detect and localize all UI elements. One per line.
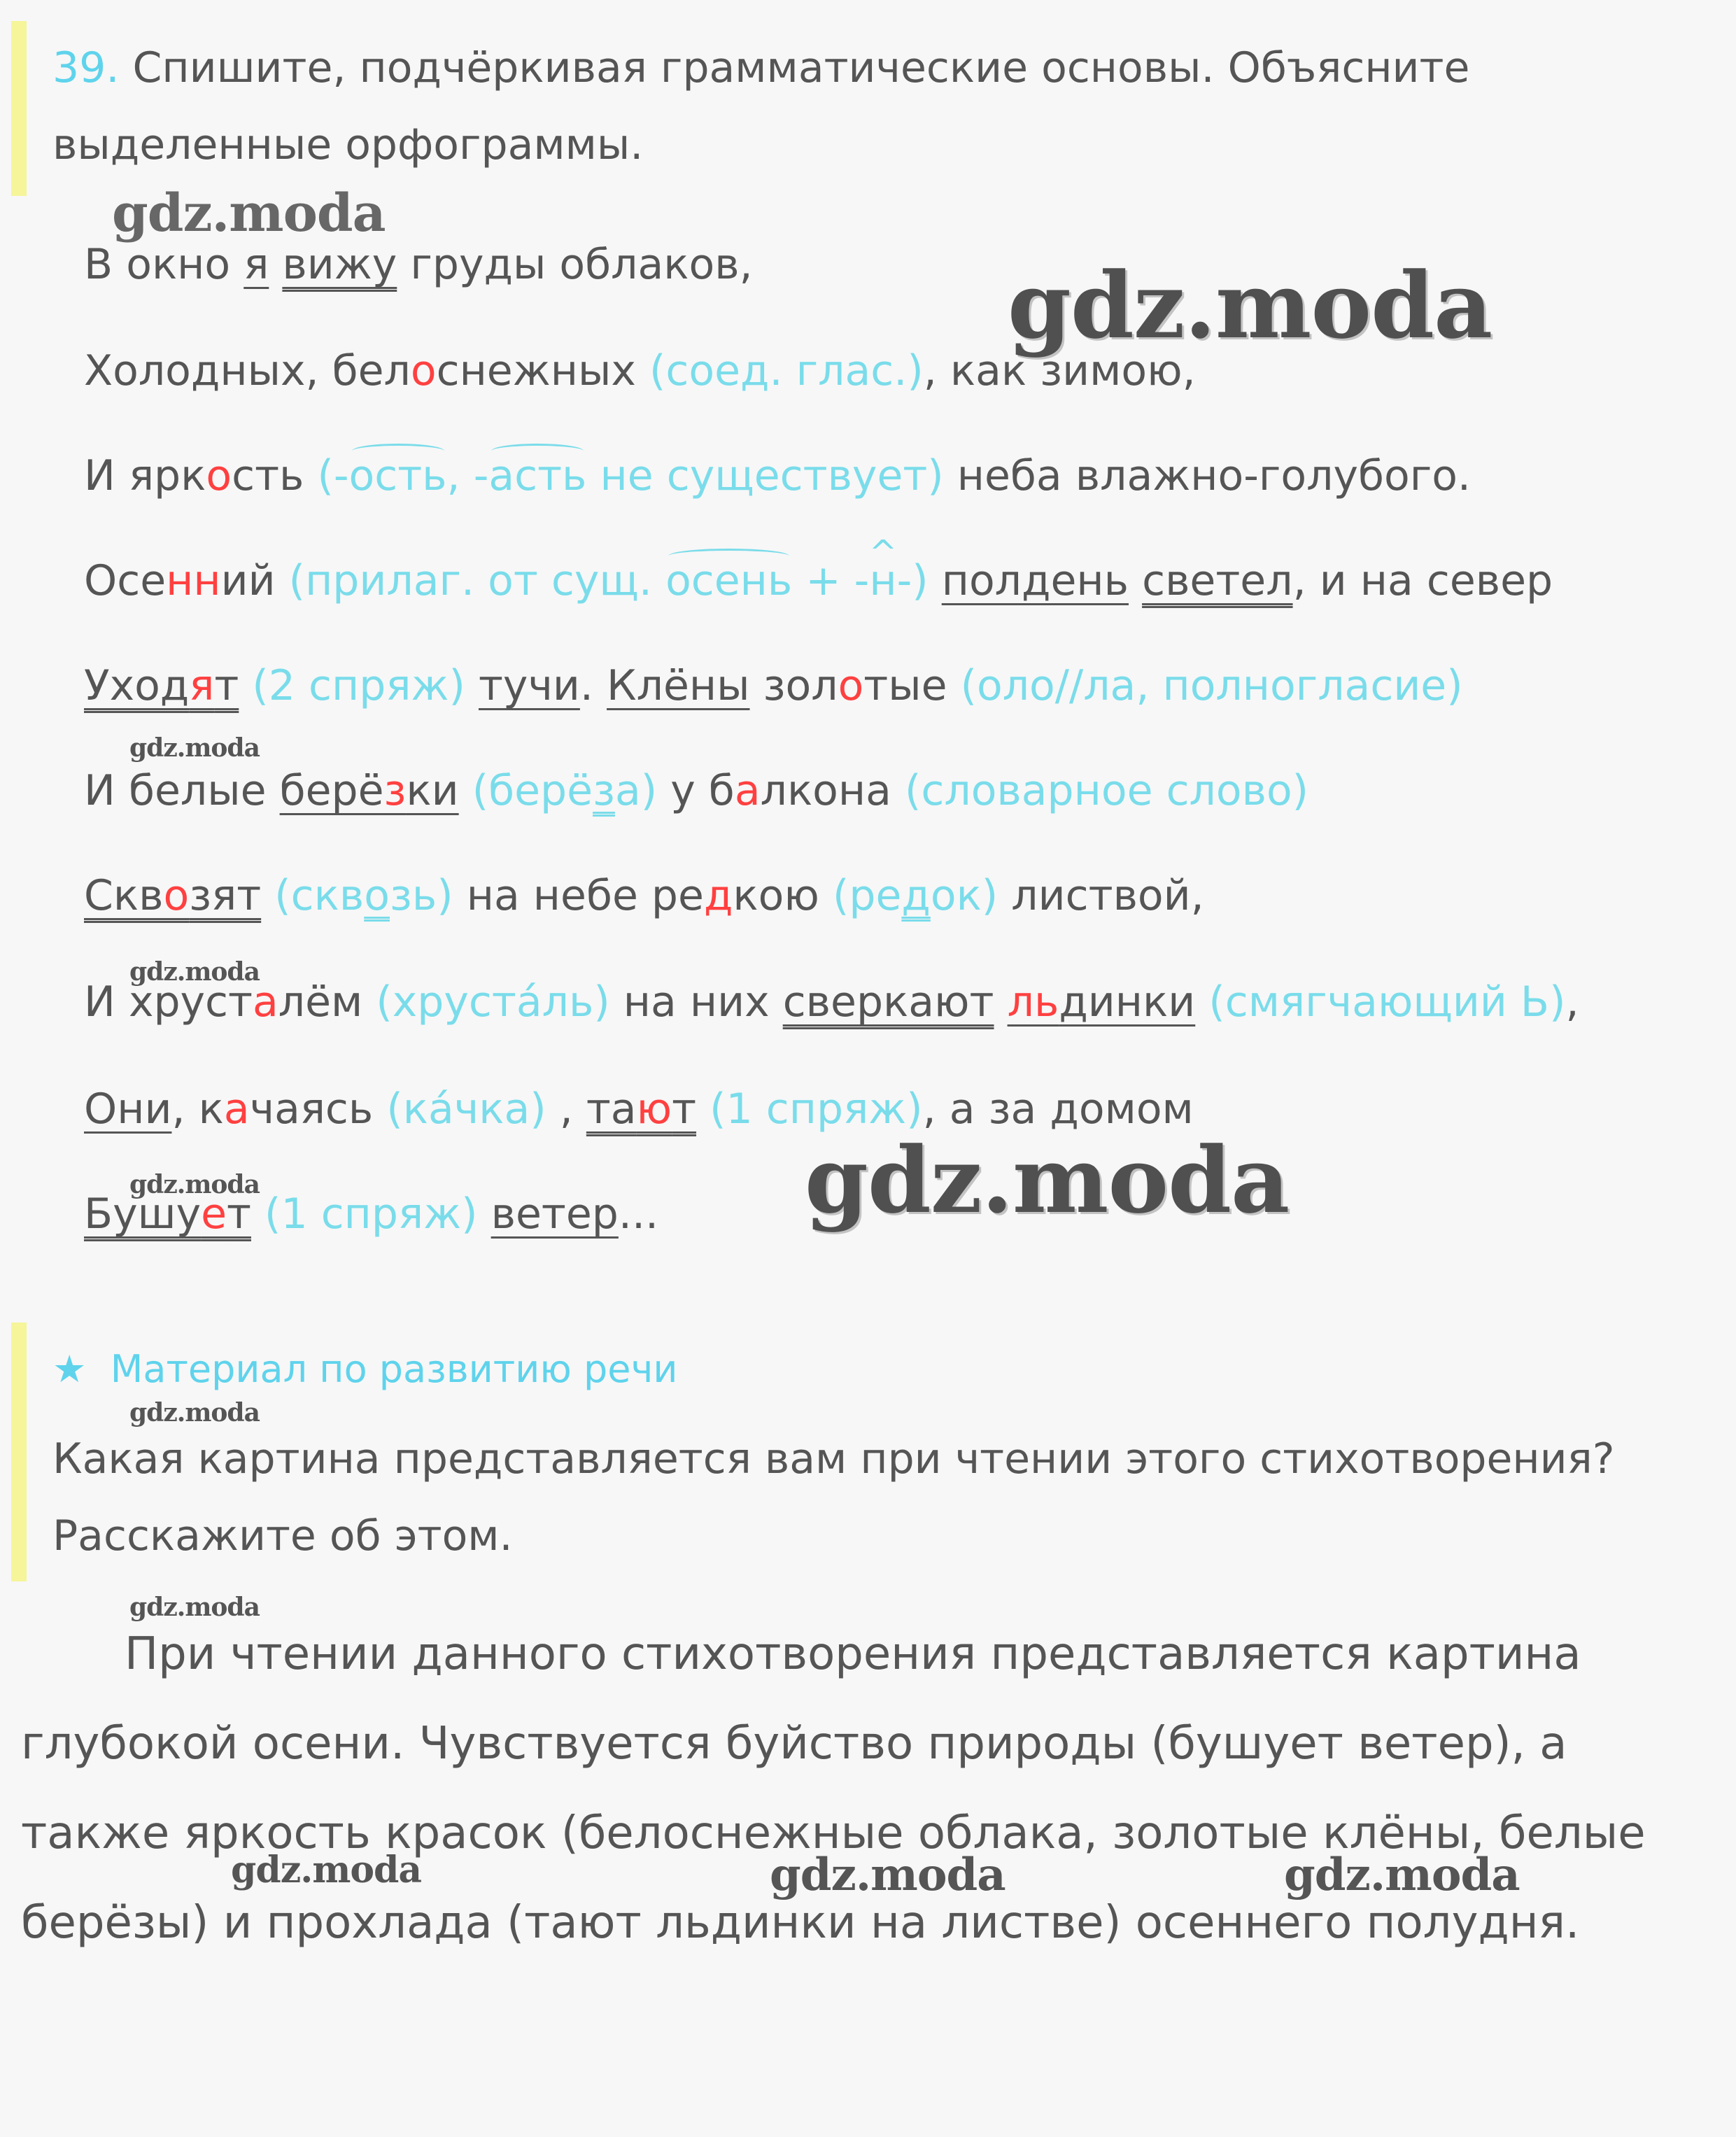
section-highlight-bar	[11, 1323, 27, 1581]
watermark-logo: gdz.moda	[1284, 1849, 1520, 1901]
predicate: сверкают	[782, 978, 994, 1027]
predicate: светел	[1142, 556, 1293, 605]
predicate: Уходят	[84, 661, 239, 710]
task-statement	[52, 29, 1718, 183]
poem-line-7: Сквозят (сквозь) на небе редкою (редок) листвой,	[84, 871, 1204, 920]
subject: Они	[84, 1085, 172, 1134]
poem-line-4: Осенний (прилаг. от сущ. осень + -^ н-) полдень светел, и на север	[84, 553, 1553, 609]
watermark-logo: gdz.moda	[129, 1398, 260, 1427]
watermark-logo: gdz.moda	[770, 1849, 1005, 1901]
poem-line-2: Холодных, белоснежных (соед. глас.), как зимою,	[84, 346, 1196, 395]
watermark-logo: gdz.moda	[112, 183, 386, 244]
poem-line-10: Бушует (1 спряж) ветер...	[84, 1190, 659, 1239]
section-question: Какая картина представляется вам при чтении этого стихотворения? Расскажите об этом.	[52, 1434, 1615, 1560]
watermark-logo: gdz.moda	[1008, 252, 1492, 359]
watermark-logo: gdz.moda	[805, 1127, 1290, 1234]
star-icon: ★	[52, 1347, 87, 1391]
note: (соед. глас.)	[649, 346, 924, 395]
watermark-logo: gdz.moda	[129, 1593, 260, 1622]
watermark-logo: gdz.moda	[129, 733, 260, 763]
poem-line-9: Они, качаясь (кáчка) , тают (1 спряж), а за домом	[84, 1085, 1194, 1134]
subject: полдень	[941, 556, 1129, 605]
predicate: Бушует	[84, 1190, 251, 1239]
poem-line-5: Уходят (2 спряж) тучи. Клёны золотые (оло//ла, полногласие)	[84, 661, 1463, 710]
predicate: тают	[586, 1085, 697, 1134]
predicate: вижу	[282, 240, 397, 289]
subject: берёзки	[279, 766, 459, 815]
subject: тучи	[478, 661, 580, 710]
suffix-mark: ^ н	[869, 553, 896, 609]
poem-line-6: И белые берёзки (берёза) у балкона (словарное слово)	[84, 766, 1309, 815]
subject: Клёны	[607, 661, 750, 710]
poem-line-8: И хрусталём (хрустáль) на них сверкают льдинки (смягчающий Ь),	[84, 978, 1579, 1027]
poem-line-3: И яркость (-ость, -асть не существует) неба влажно-голубого.	[84, 448, 1471, 504]
root-mark: осень	[665, 553, 792, 609]
poem-line-1: В окно я вижу груды облаков,	[84, 240, 753, 289]
subject: я	[244, 240, 269, 289]
task-highlight-bar	[11, 21, 27, 196]
answer-text: При чтении данного стихотворения представляется картина глубокой осени. Чувствуется буйство природы (бушует ветер), а также яркость красок (белоснежные облака, золотые клёны, белые берёзы) и прохлада (тают льдинки на листве) осеннего полудня.	[21, 1628, 1646, 1949]
subject: ветер	[491, 1190, 619, 1239]
suffix-mark: ость	[349, 448, 447, 504]
task-text: Спишите, подчёркивая грамматические основы. Объясните выделенные орфограммы.	[52, 43, 1470, 169]
watermark-logo: gdz.moda	[129, 1170, 260, 1199]
predicate: Сквозят	[84, 871, 262, 920]
task-number: 39.	[52, 43, 120, 92]
watermark-logo: gdz.moda	[129, 957, 260, 987]
section-title: ★ Материал по развитию речи	[52, 1347, 678, 1391]
suffix-mark: асть	[488, 448, 586, 504]
watermark-logo: gdz.moda	[231, 1849, 422, 1891]
subject: льдинки	[1007, 978, 1196, 1027]
